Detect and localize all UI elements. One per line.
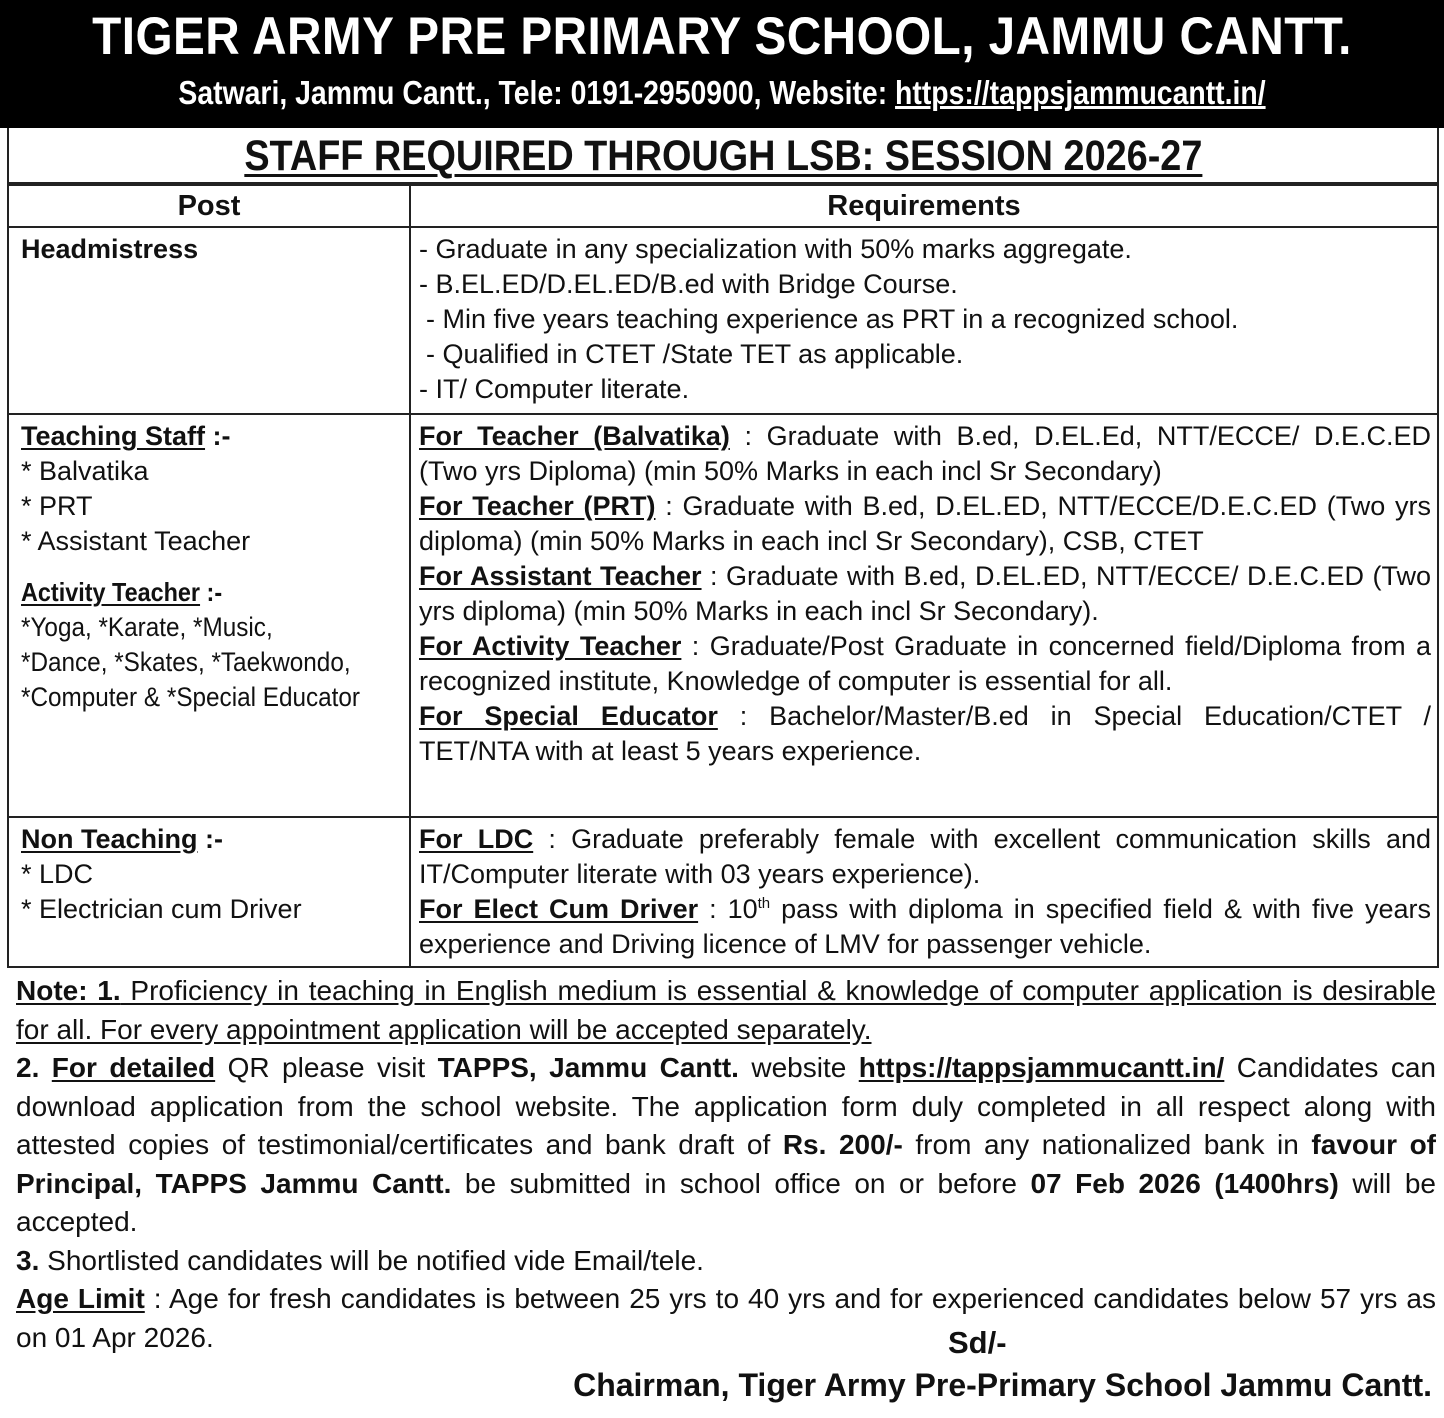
teaching-item: * Balvatika (21, 456, 149, 486)
requirements-headmistress (410, 227, 1437, 414)
req-item: - Graduate in any specialization with 50% marks aggregate. (419, 234, 1132, 264)
col-post-header: Post (9, 185, 410, 227)
req-item: - Qualified in CTET /State TET as applicable. (426, 339, 964, 369)
posts-table (9, 184, 1437, 967)
non-teaching-item: * Electrician cum Driver (21, 894, 302, 924)
table-row-non-teaching (9, 817, 1437, 967)
activity-item: *Dance, *Skates, *Taekwondo, (21, 647, 351, 677)
school-website-link[interactable]: https://tappsjammucantt.in/ (895, 74, 1266, 111)
non-teaching-heading: Non Teaching :- (21, 824, 223, 854)
notes-section (16, 972, 1436, 1357)
activity-teacher-heading: Activity Teacher :- (21, 577, 223, 607)
teaching-item: * PRT (21, 491, 93, 521)
signatory-title: Chairman, Tiger Army Pre-Primary School Jammu Cantt. (573, 1367, 1432, 1403)
req-item: - B.EL.ED/D.EL.ED/B.ed with Bridge Course. (419, 269, 958, 299)
post-teaching-staff (9, 414, 410, 817)
post-headmistress: Headmistress (9, 227, 410, 414)
activity-item: *Computer & *Special Educator (21, 682, 361, 712)
req-item: - Min five years teaching experience as PRT in a recognized school. (426, 304, 1239, 334)
session-heading: STAFF REQUIRED THROUGH LSB: SESSION 2026-27 (9, 128, 1437, 184)
school-contact (101, 68, 1343, 118)
activity-item: *Yoga, *Karate, *Music, (21, 612, 273, 642)
requirements-non-teaching (410, 817, 1437, 967)
header-banner (0, 0, 1444, 128)
signature-mark: Sd/- (948, 1325, 1007, 1360)
table-header-row (9, 185, 1437, 227)
post-non-teaching (9, 817, 410, 967)
req-activity-teacher: For Activity Teacher : Graduate/Post Graduate in concerned field/Diploma from a recognized institute, Knowledge of computer is essential for all. (419, 631, 1431, 696)
school-address: Satwari, Jammu Cantt., Tele: 0191-2950900, Website: (178, 74, 896, 111)
req-assistant-teacher: For Assistant Teacher : Graduate with B.ed, D.EL.ED, NTT/ECCE/ D.E.C.ED (Two yrs diploma) (min 50% Marks in each incl Sr Secondary). (419, 561, 1431, 626)
non-teaching-item: * LDC (21, 859, 94, 889)
age-limit: Age Limit : Age for fresh candidates is between 25 yrs to 40 yrs and for experienced candidates below 57 yrs as on 01 Apr 2026. (16, 1283, 1436, 1353)
staff-table-frame (7, 128, 1439, 968)
col-requirements-header: Requirements (410, 185, 1437, 227)
req-balvatika: For Teacher (Balvatika) : Graduate with B.ed, D.EL.Ed, NTT/ECCE/ D.E.C.ED (Two yrs Diploma) (min 50% Marks in each incl Sr Secondary) (419, 421, 1432, 486)
teaching-staff-heading: Teaching Staff :- (21, 421, 231, 451)
table-row-teaching (9, 414, 1437, 817)
note-1: Note: 1. Proficiency in teaching in English medium is essential & knowledge of computer application is desirable for all. For every appointment application will be accepted separately. (16, 975, 1436, 1045)
notes-website-link[interactable]: https://tappsjammucantt.in/ (858, 1052, 1225, 1083)
req-ldc: For LDC : Graduate preferably female with excellent communication skills and IT/Computer literate with 03 years experience). (419, 824, 1431, 889)
req-elect-driver: For Elect Cum Driver : 10th pass with diploma in specified field & with five years experience and Driving licence of LMV for passenger vehicle. (419, 894, 1431, 959)
school-title: TIGER ARMY PRE PRIMARY SCHOOL, JAMMU CANTT. (92, 7, 1352, 66)
requirements-teaching (410, 414, 1437, 817)
note-3: 3. Shortlisted candidates will be notified vide Email/tele. (16, 1244, 704, 1276)
note-2: 2. For detailed QR please visit TAPPS, Jammu Cantt. website https://tappsjammucantt.in/ Candidates can download application from the school website. The application form duly completed in all respect along with attested copies of testimonial/certificates and bank draft of Rs. 200/- from any nationalized bank in favour of Principal, TAPPS Jammu Cantt. be submitted in school office on or before 07 Feb 2026 (1400hrs) will be accepted. (16, 1052, 1437, 1237)
req-prt: For Teacher (PRT) : Graduate with B.ed, D.EL.ED, NTT/ECCE/D.E.C.ED (Two yrs diploma) (min 50% Marks in each incl Sr Secondary), CSB, CTET (419, 491, 1431, 556)
table-row-headmistress (9, 227, 1437, 414)
teaching-item: * Assistant Teacher (21, 526, 251, 556)
req-special-educator: For Special Educator : Bachelor/Master/B.ed in Special Education/CTET / TET/NTA with at least 5 years experience. (419, 701, 1431, 766)
req-item: - IT/ Computer literate. (419, 374, 690, 404)
